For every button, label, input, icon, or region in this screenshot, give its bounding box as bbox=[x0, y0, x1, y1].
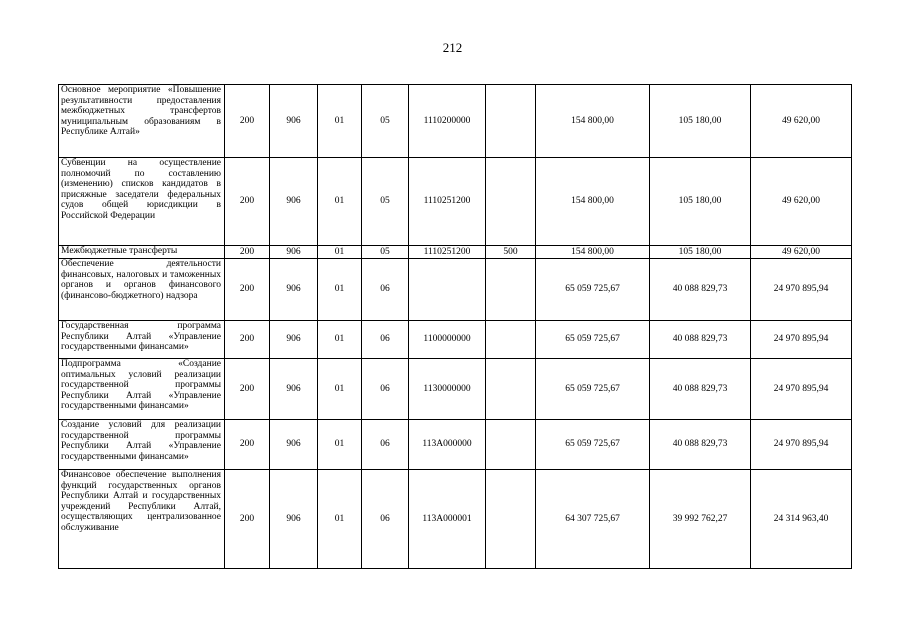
code-cell bbox=[486, 359, 536, 420]
code-cell: 113A000000 bbox=[409, 420, 486, 470]
code-cell: 906 bbox=[270, 259, 318, 321]
code-cell: 01 bbox=[318, 470, 362, 569]
amount-cell: 40 088 829,73 bbox=[650, 420, 751, 470]
code-cell: 01 bbox=[318, 158, 362, 246]
code-cell: 200 bbox=[225, 85, 270, 158]
code-cell: 906 bbox=[270, 85, 318, 158]
row-name: Создание условий для реализации государственной программы Республики Алтай «Управление государственными финансами» bbox=[59, 420, 225, 470]
code-cell: 113A000001 bbox=[409, 470, 486, 569]
row-name: Основное мероприятие «Повышение результативности предоставления межбюджетных трансфертов муниципальным образованиям в Республике Алтай» bbox=[59, 85, 225, 158]
table-row bbox=[59, 259, 852, 321]
amount-cell: 49 620,00 bbox=[751, 85, 852, 158]
code-cell: 01 bbox=[318, 259, 362, 321]
amount-cell: 65 059 725,67 bbox=[536, 321, 650, 359]
amount-cell: 49 620,00 bbox=[751, 158, 852, 246]
amount-cell: 24 970 895,94 bbox=[751, 359, 852, 420]
code-cell: 1100000000 bbox=[409, 321, 486, 359]
code-cell: 05 bbox=[362, 85, 409, 158]
table-row bbox=[59, 321, 852, 359]
amount-cell: 40 088 829,73 bbox=[650, 259, 751, 321]
amount-cell: 24 970 895,94 bbox=[751, 420, 852, 470]
amount-cell: 40 088 829,73 bbox=[650, 359, 751, 420]
code-cell: 1110251200 bbox=[409, 158, 486, 246]
budget-table bbox=[58, 84, 852, 569]
code-cell: 1130000000 bbox=[409, 359, 486, 420]
amount-cell: 154 800,00 bbox=[536, 85, 650, 158]
amount-cell: 39 992 762,27 bbox=[650, 470, 751, 569]
row-name: Государственная программа Республики Алтай «Управление государственными финансами» bbox=[59, 321, 225, 359]
code-cell: 1110200000 bbox=[409, 85, 486, 158]
table-row bbox=[59, 246, 852, 259]
amount-cell: 105 180,00 bbox=[650, 85, 751, 158]
amount-cell: 24 314 963,40 bbox=[751, 470, 852, 569]
code-cell: 200 bbox=[225, 259, 270, 321]
amount-cell: 65 059 725,67 bbox=[536, 259, 650, 321]
code-cell: 06 bbox=[362, 359, 409, 420]
amount-cell: 24 970 895,94 bbox=[751, 259, 852, 321]
code-cell bbox=[486, 420, 536, 470]
row-name: Межбюджетные трансферты bbox=[59, 246, 225, 259]
amount-cell: 24 970 895,94 bbox=[751, 321, 852, 359]
code-cell bbox=[486, 158, 536, 246]
code-cell: 06 bbox=[362, 420, 409, 470]
table-row bbox=[59, 85, 852, 158]
code-cell: 906 bbox=[270, 420, 318, 470]
code-cell: 200 bbox=[225, 158, 270, 246]
code-cell: 1110251200 bbox=[409, 246, 486, 259]
code-cell bbox=[486, 259, 536, 321]
amount-cell: 105 180,00 bbox=[650, 246, 751, 259]
code-cell: 01 bbox=[318, 321, 362, 359]
amount-cell: 154 800,00 bbox=[536, 246, 650, 259]
code-cell bbox=[409, 259, 486, 321]
table-row bbox=[59, 158, 852, 246]
code-cell: 05 bbox=[362, 246, 409, 259]
amount-cell: 154 800,00 bbox=[536, 158, 650, 246]
row-name: Обеспечение деятельности финансовых, налоговых и таможенных органов и органов финансового (финансово-бюджетного) надзора bbox=[59, 259, 225, 321]
code-cell: 05 bbox=[362, 158, 409, 246]
amount-cell: 105 180,00 bbox=[650, 158, 751, 246]
code-cell: 01 bbox=[318, 420, 362, 470]
code-cell: 01 bbox=[318, 246, 362, 259]
code-cell: 906 bbox=[270, 246, 318, 259]
code-cell: 906 bbox=[270, 321, 318, 359]
code-cell: 906 bbox=[270, 470, 318, 569]
code-cell: 200 bbox=[225, 420, 270, 470]
code-cell: 06 bbox=[362, 321, 409, 359]
page-number: 212 bbox=[442, 40, 463, 55]
row-name: Финансовое обеспечение выполнения функций государственных органов Республики Алтай и государственных учреждений Республики Алтай, осуществляющих централизованное обслуживание bbox=[59, 470, 225, 569]
code-cell: 200 bbox=[225, 359, 270, 420]
row-name: Подпрограмма «Создание оптимальных условий реализации государственной программы Республики Алтай «Управление государственными финансами» bbox=[59, 359, 225, 420]
amount-cell: 64 307 725,67 bbox=[536, 470, 650, 569]
code-cell: 906 bbox=[270, 158, 318, 246]
code-cell: 906 bbox=[270, 359, 318, 420]
code-cell: 06 bbox=[362, 259, 409, 321]
code-cell: 06 bbox=[362, 470, 409, 569]
amount-cell: 65 059 725,67 bbox=[536, 420, 650, 470]
amount-cell: 65 059 725,67 bbox=[536, 359, 650, 420]
table-row bbox=[59, 470, 852, 569]
code-cell: 200 bbox=[225, 321, 270, 359]
amount-cell: 49 620,00 bbox=[751, 246, 852, 259]
code-cell: 01 bbox=[318, 85, 362, 158]
code-cell bbox=[486, 321, 536, 359]
table-row bbox=[59, 359, 852, 420]
code-cell bbox=[486, 85, 536, 158]
code-cell: 01 bbox=[318, 359, 362, 420]
code-cell: 200 bbox=[225, 246, 270, 259]
code-cell bbox=[486, 470, 536, 569]
amount-cell: 40 088 829,73 bbox=[650, 321, 751, 359]
row-name: Субвенции на осуществление полномочий по составлению (изменению) списков кандидатов в присяжные заседатели федеральных судов общей юрисдикции в Российской Федерации bbox=[59, 158, 225, 246]
table-row bbox=[59, 420, 852, 470]
code-cell: 500 bbox=[486, 246, 536, 259]
code-cell: 200 bbox=[225, 470, 270, 569]
